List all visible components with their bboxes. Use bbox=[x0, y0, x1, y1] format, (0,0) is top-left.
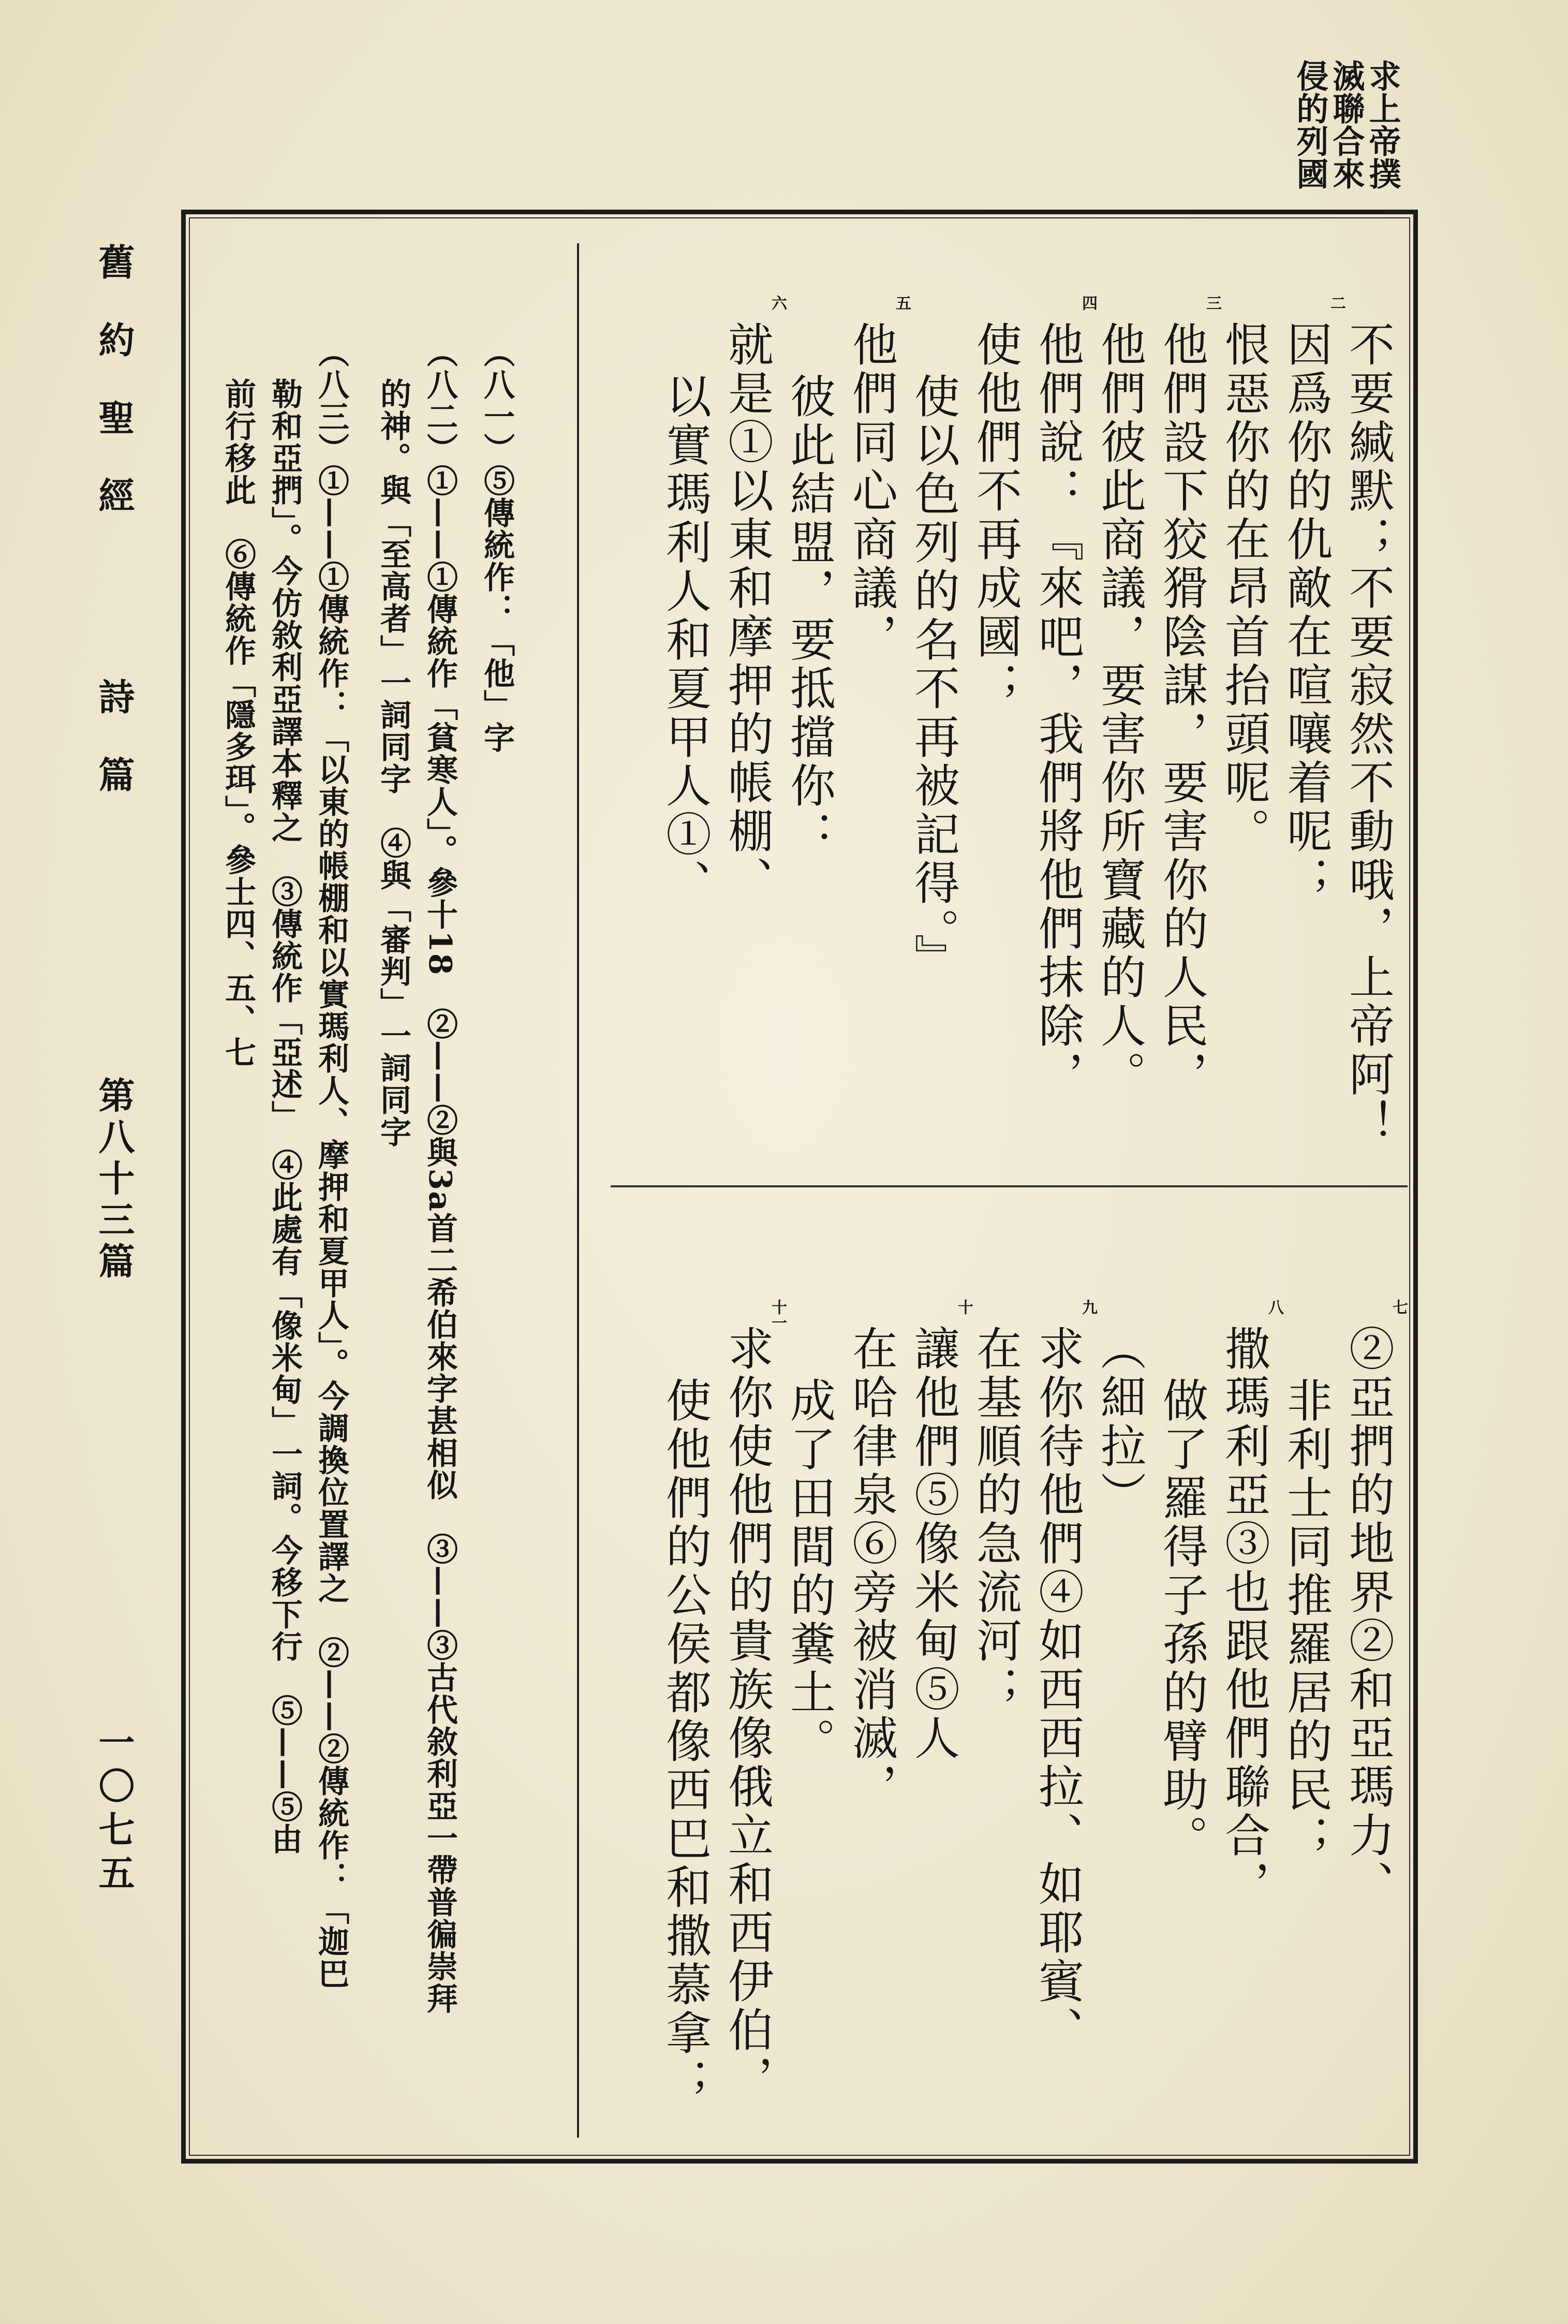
verse-number: 八 bbox=[1265, 1299, 1283, 1315]
corner-summary-line: 侵的列國 bbox=[1291, 60, 1329, 190]
verse-line: 使以色列的名不再被記得。』 bbox=[907, 373, 960, 982]
verse-line: 他們同心商議， bbox=[845, 321, 898, 661]
footnote-line: （八二）①——①傳統作「貧寒人」。參十18 ②——②與3a首二希伯來字甚相似 ③——③古代敘利亞一帶普徧崇拜 bbox=[422, 336, 458, 2015]
page-number: 一〇七五 bbox=[93, 1724, 136, 1898]
corner-summary-line: 滅聯合來 bbox=[1327, 60, 1365, 190]
corner-summary-line: 求上帝撲 bbox=[1364, 60, 1401, 190]
book-title: 舊 約 聖 經 bbox=[93, 243, 136, 528]
verse-line: 彼此結盟，要抵擋你： bbox=[783, 373, 836, 859]
footnote-divider bbox=[577, 243, 579, 2138]
verse-number: 二 bbox=[1327, 295, 1345, 311]
footnote-line: 勒和亞捫」。今仿敘利亞譯本釋之 ③傳統作「亞述」 ④此處有「像米甸」一詞。今移下行 ⑤——⑤由 bbox=[267, 378, 303, 1855]
verse-line: 他們設下狡猾陰謀，要害你的人民， bbox=[1156, 321, 1209, 1099]
verse-number: 五 bbox=[893, 295, 911, 311]
verse-line: 做了羅得子孫的臂助。 bbox=[1156, 1377, 1209, 1863]
chapter-title: 第八十三篇 bbox=[93, 1077, 136, 1284]
verse-line: 他們彼此商議，要害你所寶藏的人。 bbox=[1093, 321, 1147, 1099]
verse-line: 求你使他們的貴族像俄立和西伊伯， bbox=[721, 1325, 774, 2104]
verse-number: 六 bbox=[768, 295, 787, 311]
verse-line: 以實瑪利人和夏甲人①、 bbox=[659, 373, 712, 908]
verse-line: 撒瑪利亞③也跟他們聯合， bbox=[1218, 1325, 1271, 1909]
verse-line: 使他們不再成國； bbox=[969, 321, 1023, 710]
footnote-line: （八三）①——①傳統作：「以東的帳棚和以實瑪利人、摩押和夏甲人」。今調換位置譯之 ②——②傳統作：「迦巴 bbox=[313, 336, 349, 1990]
verse-line: （細拉） bbox=[1093, 1325, 1147, 1520]
section-title: 詩 篇 bbox=[93, 678, 136, 807]
verse-line: ②亞捫的地界②和亞瑪力、 bbox=[1342, 1325, 1395, 1909]
verse-line: 讓他們⑤像米甸⑤人 bbox=[907, 1325, 960, 1763]
footnote-line: 前行移此 ⑥傳統作「隱多珥」。參士四、五、七 bbox=[220, 378, 256, 1068]
verse-line: 求你待他們④如西西拉、如耶賓、 bbox=[1031, 1325, 1085, 2055]
verse-line: 成了田間的糞土。 bbox=[783, 1377, 836, 1766]
verse-line: 使他們的公侯都像西巴和撒慕拿； bbox=[659, 1377, 712, 2107]
verse-number: 三 bbox=[1203, 295, 1221, 311]
footnote-line: （八一）⑤傳統作：「他」字 bbox=[479, 336, 515, 754]
footnote-line: 的神。與「至高者」一詞同字 ④與「審判」一詞同字 bbox=[375, 378, 411, 1148]
verse-number: 七 bbox=[1389, 1299, 1408, 1315]
verse-number: 十 bbox=[955, 1299, 973, 1315]
verse-line: 在基順的急流河； bbox=[969, 1325, 1023, 1714]
verse-line: 因爲你的仇敵在喧嚷着呢； bbox=[1280, 321, 1333, 905]
verse-number: 十一 bbox=[768, 1299, 787, 1330]
verse-number: 四 bbox=[1079, 295, 1097, 311]
verse-line: 不要緘默；不要寂然不動哦，上帝阿！ bbox=[1342, 321, 1395, 1148]
verse-line: 非利士同推羅居的民； bbox=[1280, 1377, 1333, 1863]
verse-line: 在哈律泉⑥旁被消滅， bbox=[845, 1325, 898, 1812]
verse-number: 九 bbox=[1079, 1299, 1097, 1315]
verse-line: 他們說：『來吧，我們將他們抹除， bbox=[1031, 321, 1085, 1099]
verse-line: 恨惡你的在昂首抬頭呢。 bbox=[1218, 321, 1271, 856]
verse-line: 就是①以東和摩押的帳棚、 bbox=[721, 321, 774, 905]
half-divider bbox=[611, 1185, 1408, 1187]
